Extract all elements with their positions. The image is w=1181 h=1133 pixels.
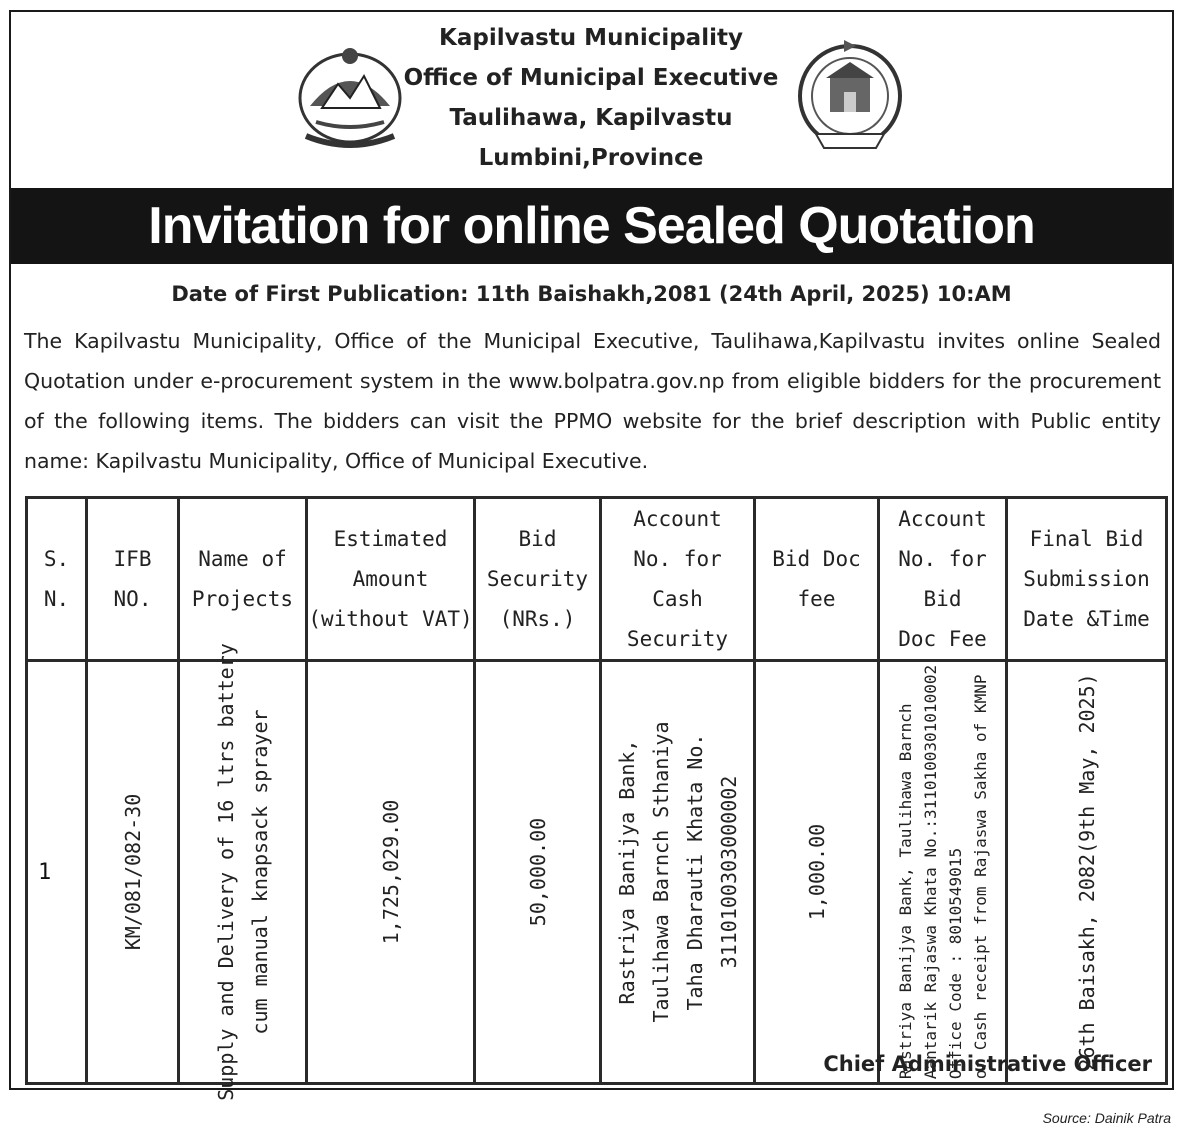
table-header-row bbox=[27, 498, 1167, 661]
cell-cash-account bbox=[601, 661, 755, 1084]
bid-doc-fee-amount: 1,000.00 bbox=[804, 823, 829, 921]
notice-header bbox=[11, 12, 1172, 188]
cell-security bbox=[475, 661, 601, 1084]
org-line-2: Office of Municipal Executive bbox=[403, 65, 779, 91]
cell-deadline bbox=[1007, 661, 1167, 1084]
estimated-amount: 1,725,029.00 bbox=[378, 799, 403, 945]
notice-title-banner: Invitation for online Sealed Quotation bbox=[11, 188, 1172, 264]
cell-project bbox=[179, 643, 307, 1101]
org-line-3: Taulihawa, Kapilvastu bbox=[449, 105, 733, 131]
publication-date: Date of First Publication: 11th Baishakh,2081 (24th April, 2025) 10:AM bbox=[171, 282, 1012, 306]
cell-doc-fee-account bbox=[879, 661, 1007, 1084]
project-name: Supply and Delivery of 16 ltrs battery cum manual knapsack sprayer bbox=[213, 643, 272, 1101]
header-project: Name of Projects bbox=[179, 498, 307, 661]
cell-amount bbox=[307, 661, 475, 1084]
source-credit: Source: Dainik Patra bbox=[1042, 1110, 1171, 1126]
submission-deadline: 26th Baisakh, 2082(9th May, 2025) bbox=[1074, 673, 1099, 1071]
cell-ifb bbox=[87, 661, 179, 1084]
notice-frame bbox=[9, 10, 1174, 1101]
signatory: Chief Administrative Officer bbox=[823, 1052, 1152, 1076]
header-bid-doc-fee: Bid Doc fee bbox=[755, 498, 879, 661]
bid-security-amount: 50,000.00 bbox=[525, 817, 550, 927]
org-line-1: Kapilvastu Municipality bbox=[439, 25, 743, 51]
cash-security-account: Rastriya Banijya Bank, Taulihawa Barnch Sthaniya Taha Dharauti Khata No. 3110100303000002 bbox=[614, 721, 741, 1023]
cell-sn: 1 bbox=[27, 661, 87, 1084]
procurement-table bbox=[25, 496, 1168, 1101]
org-line-4: Lumbini,Province bbox=[478, 145, 704, 171]
header-cash-account: Account No. for Cash Security bbox=[601, 498, 755, 661]
header-doc-fee-account: Account No. for Bid Doc Fee bbox=[879, 498, 1007, 661]
header-estimated-amount: Estimated Amount (without VAT) bbox=[307, 498, 475, 661]
intro-paragraph: The Kapilvastu Municipality, Office of the Municipal Executive, Taulihawa,Kapilvastu invites online Sealed Quotation under e-procurement system in the www.bolpatra.gov.np from eligible bidders for the procurement of the following items. The bidders can visit the PPMO website for the brief description with Public entity name: Kapilvastu Municipality, Office of Municipal Executive. bbox=[24, 329, 1161, 473]
ifb-number: KM/081/082-30 bbox=[120, 793, 145, 951]
header-sn: S. N. bbox=[27, 498, 87, 661]
organization-heading bbox=[381, 18, 801, 178]
cell-doc-fee bbox=[755, 661, 879, 1084]
header-ifb: IFB NO. bbox=[87, 498, 179, 661]
header-deadline: Final Bid Submission Date &Time bbox=[1007, 498, 1167, 661]
table-row bbox=[27, 661, 1167, 1084]
header-bid-security: Bid Security (NRs.) bbox=[475, 498, 601, 661]
doc-fee-account: Rastriya Banijya Bank, Taulihawa Barnch Aantarik Rajaswa Khata No.:3110100301010002 Office Code : 8010549015 or Cash receipt from Rajaswa Sakha of KMNP bbox=[895, 664, 990, 1080]
municipality-seal-icon bbox=[786, 36, 914, 154]
